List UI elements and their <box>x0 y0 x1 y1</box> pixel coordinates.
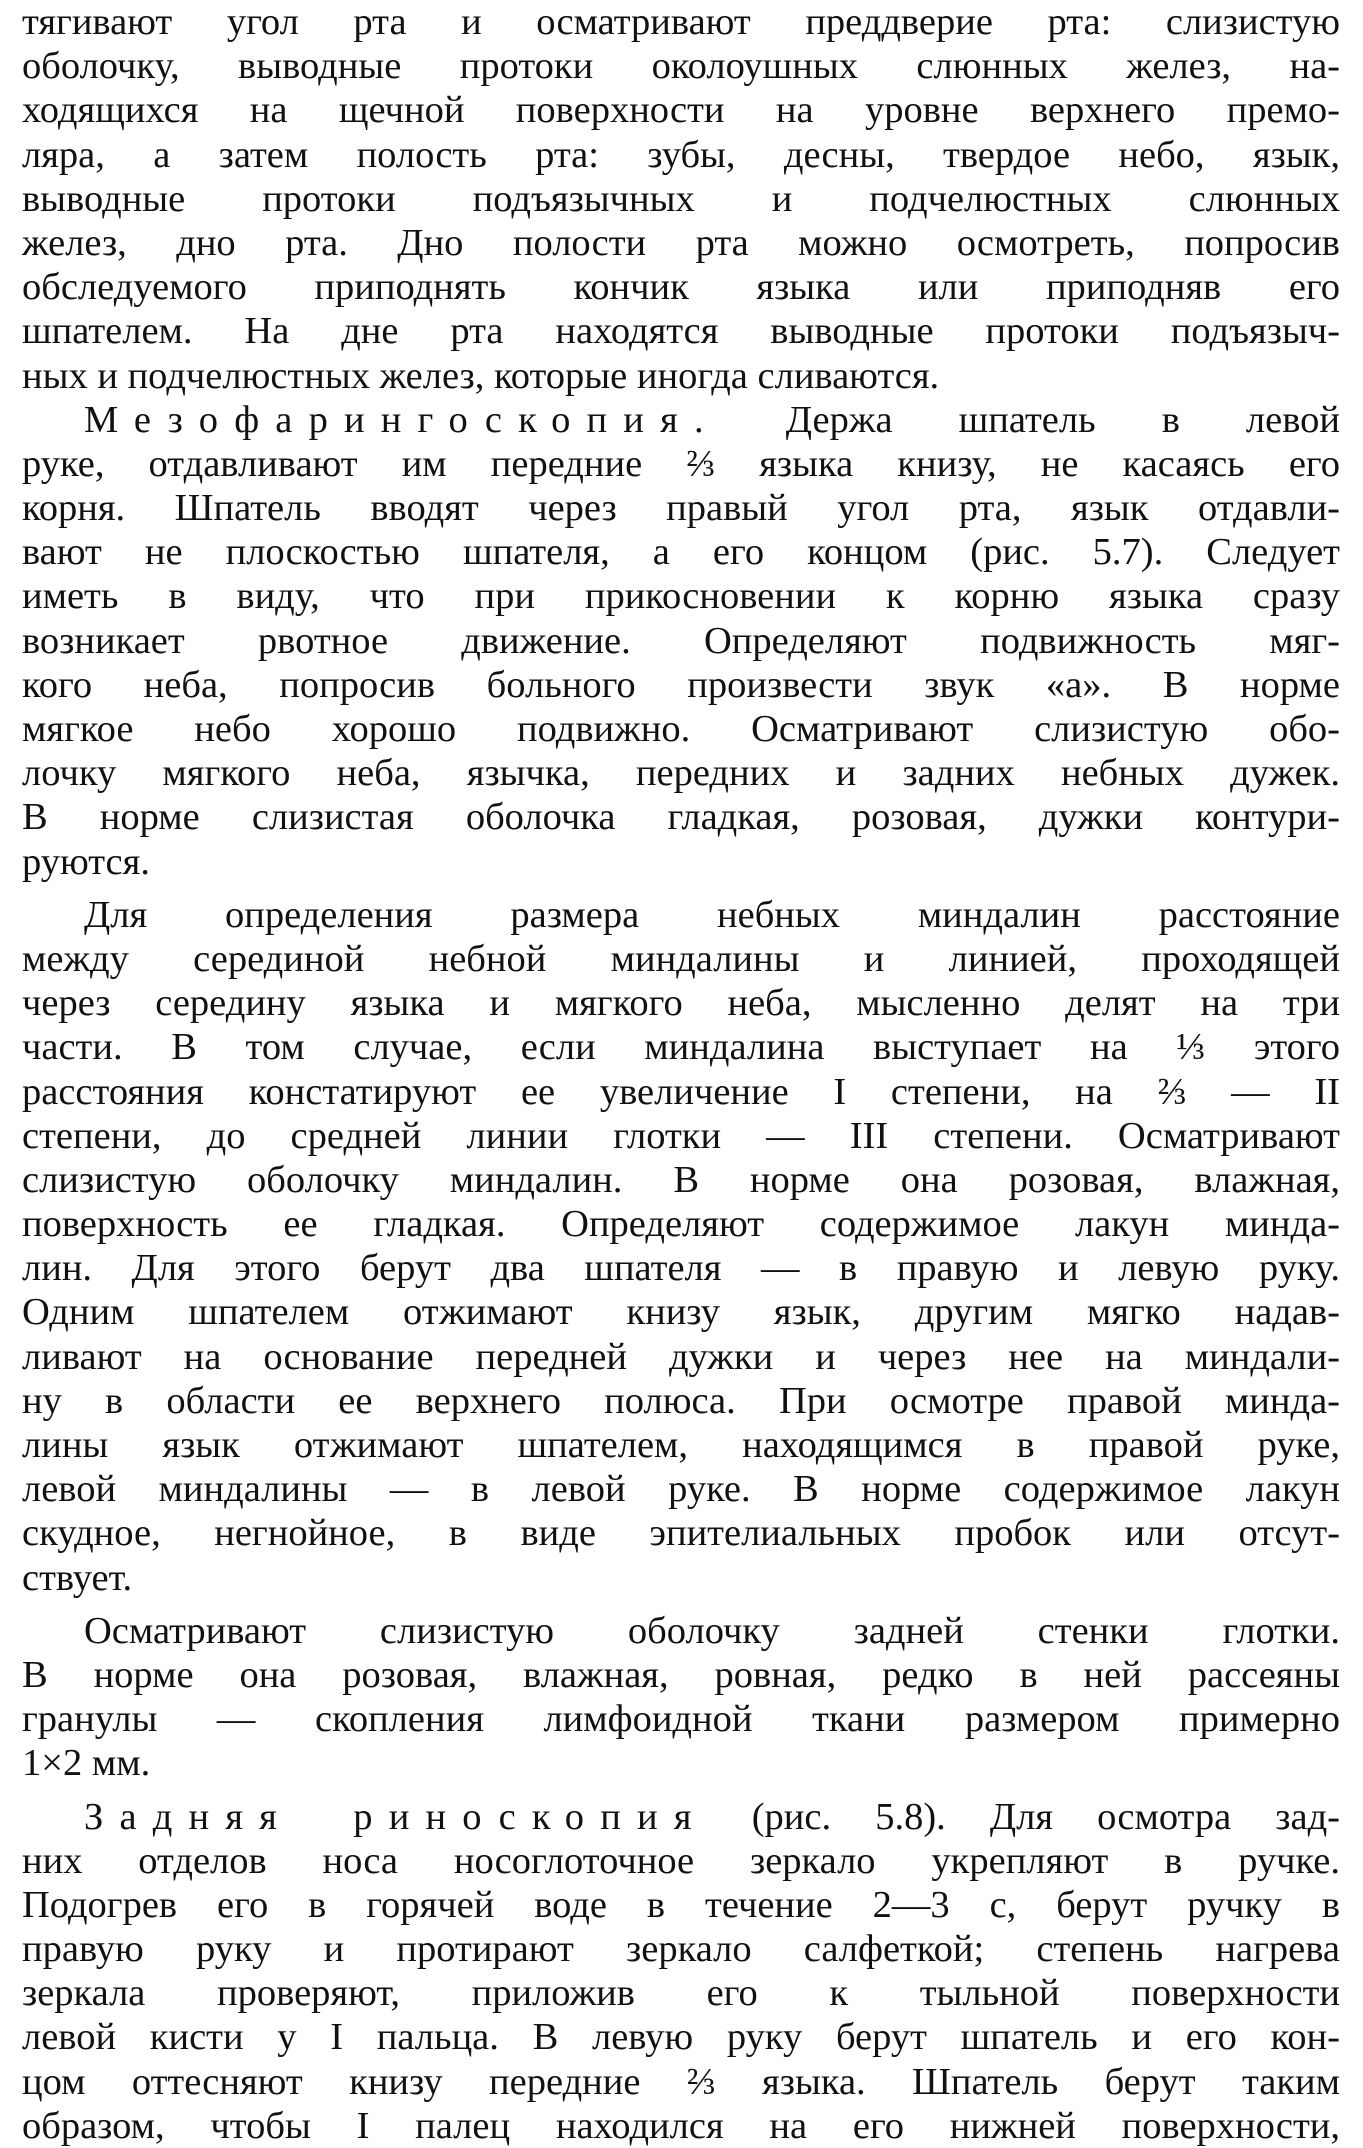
text-line: вают не плоскостью шпателя, а его концом (рис. 5.7). Следует <box>22 530 1340 574</box>
text-line: них отделов носа носоглоточное зеркало укрепляют в ручке. <box>22 1839 1340 1883</box>
text-line: между серединой небной миндалины и линией, проходящей <box>22 937 1340 981</box>
heading-line-rest: (рис. 5.8). Для осмотра зад- <box>708 1796 1340 1838</box>
text-line: цом оттесняют книзу передние ⅔ языка. Шпатель берут таким <box>22 2060 1340 2104</box>
text-line <box>22 398 1340 442</box>
text-line: лины язык отжимают шпателем, находящимся в правой руке, <box>22 1423 1340 1467</box>
text-line: расстояния констатируют ее увеличение I степени, на ⅔ — II <box>22 1070 1340 1114</box>
section-heading-posterior-rhinoscopy: Задняя риноскопия <box>84 1796 708 1838</box>
text-line: правую руку и протирают зеркало салфеткой; степень нагрева <box>22 1927 1340 1971</box>
text-line: левой кисти у I пальца. В левую руку берут шпатель и его кон- <box>22 2015 1340 2059</box>
text-line: возникает рвотное движение. Определяют подвижность мяг- <box>22 619 1340 663</box>
text-line: ну в области ее верхнего полюса. При осмотре правой минда- <box>22 1379 1340 1423</box>
heading-line-rest: Держа шпатель в левой <box>720 399 1340 441</box>
text-line: желез, дно рта. Дно полости рта можно осмотреть, попросив <box>22 221 1340 265</box>
paragraph-mesopharyngoscopy <box>22 398 1340 884</box>
text-line: В норме слизистая оболочка гладкая, розовая, дужки контури- <box>22 795 1340 839</box>
text-line: гранулы — скопления лимфоидной ткани размером примерно <box>22 1697 1340 1741</box>
text-line: ливают на основание передней дужки и через нее на миндали- <box>22 1335 1340 1379</box>
text-line: Для определения размера небных миндалин расстояние <box>22 893 1340 937</box>
text-line: левой миндалины — в левой руке. В норме содержимое лакун <box>22 1467 1340 1511</box>
text-line: лочку мягкого неба, язычка, передних и задних небных дужек. <box>22 751 1340 795</box>
text-line: ляра, а затем полость рта: зубы, десны, твердое небо, язык, <box>22 133 1340 177</box>
text-line <box>22 1795 1340 1839</box>
text-line: части. В том случае, если миндалина выступает на ⅓ этого <box>22 1025 1340 1069</box>
text-line: Подогрев его в горячей воде в течение 2—3 с, берут ручку в <box>22 1883 1340 1927</box>
text-line: ствует. <box>22 1556 1340 1600</box>
text-line: тягивают угол рта и осматривают преддверие рта: слизистую <box>22 0 1340 44</box>
paragraph-pharynx-wall <box>22 1609 1340 1786</box>
text-line: Одним шпателем отжимают книзу язык, другим мягко надав- <box>22 1290 1340 1334</box>
text-line: Осматривают слизистую оболочку задней стенки глотки. <box>22 1609 1340 1653</box>
text-line: ходящихся на щечной поверхности на уровне верхнего премо- <box>22 88 1340 132</box>
text-line: выводные протоки подъязычных и подчелюстных слюнных <box>22 177 1340 221</box>
paragraph-tonsils <box>22 893 1340 1600</box>
text-line: мягкое небо хорошо подвижно. Осматривают слизистую обо- <box>22 707 1340 751</box>
text-line: лин. Для этого берут два шпателя — в правую и левую руку. <box>22 1246 1340 1290</box>
paragraph-gap <box>22 1786 1340 1795</box>
text-line: через середину языка и мягкого неба, мысленно делят на три <box>22 981 1340 1025</box>
document-page <box>22 0 1340 2148</box>
text-line: слизистую оболочку миндалин. В норме она розовая, влажная, <box>22 1158 1340 1202</box>
text-line: корня. Шпатель вводят через правый угол рта, язык отдавли- <box>22 486 1340 530</box>
text-line: В норме она розовая, влажная, ровная, редко в ней рассеяны <box>22 1653 1340 1697</box>
text-line: образом, чтобы I палец находился на его нижней поверхности, <box>22 2104 1340 2148</box>
paragraph-posterior-rhinoscopy <box>22 1795 1340 2148</box>
text-line: скудное, негнойное, в виде эпителиальных пробок или отсут- <box>22 1511 1340 1555</box>
text-line: иметь в виду, что при прикосновении к корню языка сразу <box>22 574 1340 618</box>
text-line: оболочку, выводные протоки околоушных слюнных желез, на- <box>22 44 1340 88</box>
text-line: степени, до средней линии глотки — III степени. Осматривают <box>22 1114 1340 1158</box>
text-line: руке, отдавливают им передние ⅔ языка книзу, не касаясь его <box>22 442 1340 486</box>
text-line: зеркала проверяют, приложив его к тыльной поверхности <box>22 1971 1340 2015</box>
text-line: 1×2 мм. <box>22 1741 1340 1785</box>
text-line: шпателем. На дне рта находятся выводные протоки подъязыч- <box>22 309 1340 353</box>
text-line: кого неба, попросив больного произвести звук «а». В норме <box>22 663 1340 707</box>
text-line: руются. <box>22 840 1340 884</box>
paragraph-gap <box>22 1600 1340 1609</box>
paragraph-oral-cavity-exam <box>22 0 1340 398</box>
text-line: поверхность ее гладкая. Определяют содержимое лакун минда- <box>22 1202 1340 1246</box>
text-line: обследуемого приподнять кончик языка или приподняв его <box>22 265 1340 309</box>
section-heading-mesopharyngoscopy: Мезофарингоскопия. <box>84 399 720 441</box>
text-line: ных и подчелюстных желез, которые иногда сливаются. <box>22 354 1340 398</box>
paragraph-gap <box>22 884 1340 893</box>
